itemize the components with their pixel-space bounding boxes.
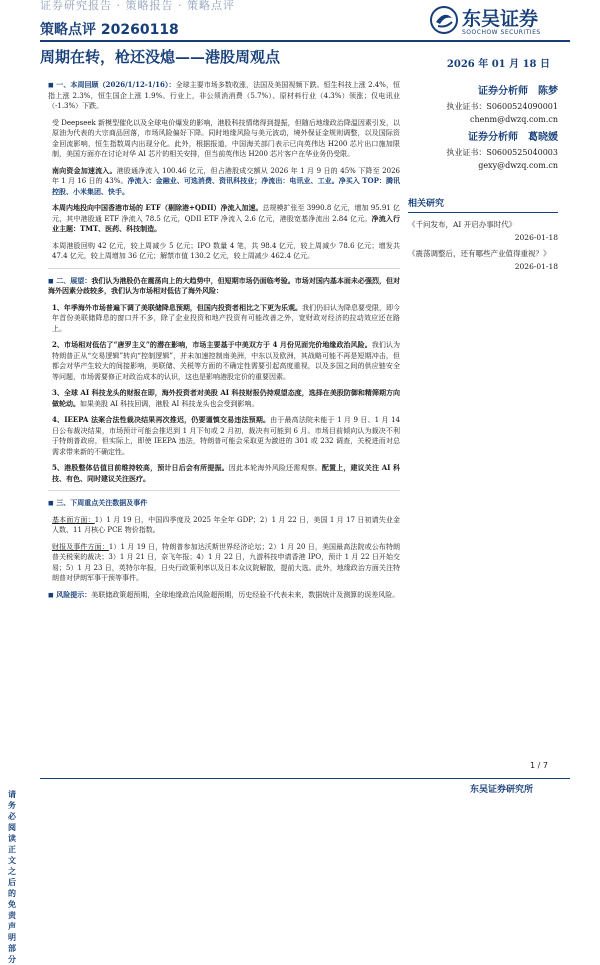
analyst-name: 证券分析师 陈梦 [478, 86, 558, 97]
report-tagline: 策略点评 20260118 [40, 22, 179, 38]
logo-mark-icon [430, 6, 458, 34]
related-research-date: 2026-01-18 [514, 262, 558, 271]
related-research-date: 2026-01-18 [514, 233, 558, 242]
company-logo [430, 2, 570, 42]
outlook-point-5: 5、港股整体估值目前维持较高，预计日后会有所提振。因此本轮海外风险还需观察。配置上，建议关注 AI 科技、有色、同时建议关注医疗。 [52, 463, 400, 483]
risk-paragraph: ◼ 风险提示：美联储政策超预期，全球地缘政治风险超预期，历史经验不代表未来，数据统计及测算的误差风险。 [48, 589, 400, 599]
report-body [48, 80, 400, 606]
related-research-divider [408, 212, 558, 213]
related-research-link[interactable]: 《千问发布，AI 开启办事时代》 [408, 220, 517, 229]
analyst-cert: 执业证书：S0600525040003 [446, 148, 558, 157]
events-paragraph: 财报及事件方面：1）1 月 19 日，特朗普参加达沃斯世界经济论坛；2）1 月 20 日，美国最高法院或公布特朗普关税案的裁决；3）1 月 21 日，奈飞年报；4）1 月 22 日，九游科技申请香港 IPO，预计 1 月 22 日开始交易；5）1 月 23 日，英特尔年报，日央行政策利率以及日本众议院解散，提前大选。此外，地缘政治方面关注特朗普对伊朗军事干预等事件。 [52, 542, 401, 582]
section-divider [48, 490, 400, 491]
section-divider [48, 268, 400, 269]
report-type-band: 证券研究报告 · 策略报告 · 策略点评 [40, 0, 235, 12]
outlook-point-1: 1、年季海外市场普遍下调了美联储降息预期，但国内投资者相比之下更为乐观。我们仍旧认为降息要受限，即今年首份美联储降息的窗口并不多，除了企业投资和地产投资有可能改善之外，宽财政对经济的拉动效应还在路上。 [52, 302, 401, 333]
analyst-block [408, 128, 558, 170]
header-divider [40, 40, 570, 42]
page-number: 1 / 7 [530, 761, 548, 770]
related-research-link[interactable]: 《震荡调整后，还有哪些产业值得重视？》 [408, 249, 551, 258]
buyback-ipo-paragraph: 本周港股回购 42 亿元，较上周减少 5 亿元；IPO 数量 4 笔，共 98.4 亿元，较上周减少 78.6 亿元；增发共 47.4 亿元，较上周增加 36 亿元；解禁市值 130.2 亿元，较上周减少 462.4 亿元。 [52, 241, 400, 260]
outlook-paragraph: ◼ 二、展望：我们认为港股仍在震荡向上的大趋势中，但短期市场仍面临考验。市场对国内基本面未必强烈，但对海外因素分歧较多，我们认为市场相对低估了海外风险： [48, 275, 401, 295]
footer-divider [40, 778, 570, 779]
analyst-email[interactable]: chenm@dwzq.com.cn [469, 115, 558, 124]
fundamentals-paragraph: 基本面方面：1）1 月 19 日，中国四季度及 2025 年全年 GDP；2）1 月 22 日，美国 1 月 17 日初请失业金人数、11 月核心 PCE 物价指数。 [52, 515, 400, 534]
report-title: 周期在转，枪还没熄——港股周观点 [40, 48, 281, 66]
context-paragraph: 受 Deepseek 新模型催化以及全球电价爆发的影响，港股科技情绪得到提振，但随后地缘政治降温因素引发，以原油为代表的大宗商品回落，市场风险偏好下降。同时地缘风险与美元波动，境外保证金规则调整，以及国际资金回流影响，恒生指数周内出现分化。此外，根据报道，中国海关部门表示已向英伟达 H200 芯片出口施加限制，美国方面亦在讨论对华 AI 芯片的相关安排，但当前英伟达 H200 芯片客户在华业务仍受限。 [52, 118, 400, 158]
sidebar [408, 80, 558, 277]
logo-en-text: SOOCHOW SECURITIES [462, 29, 541, 36]
report-date: 2026 年 01 月 18 日 [446, 59, 550, 70]
analyst-email[interactable]: gexy@dwzq.com.cn [478, 161, 558, 170]
related-research-heading: 相关研究 [408, 199, 445, 209]
outlook-point-2: 2、市场相对低估了“唐罗主义”的潜在影响，市场主要基于中美双方于 4 月份见面完价地缘政治风险。我们认为特朗普正从“交易逻辑”转向“控制逻辑”，并未加速控制南美洲，中东以及欧洲，其战略可能不再是短期冲击，但都会对华产生较大的间接影响，美联储、关税等方面的不确定性需要引起高度重视，以及多国之间的供应链安全等问题，市场需要修正对政治成本的认识，这也是影响港股定价的重要因素。 [52, 340, 400, 381]
weekly-review-paragraph: ◼ 一、本周回顾（2026/1/12-1/16）：全球主要市场多数收涨，法国及美国视频下跌。恒生科技上涨 2.4%，恒指上涨 2.3%，恒生国企上涨 1.9%。行业上，非公须消消费（5.7%）、原材料行业（4.3%）领涨；仅电讯业（-1.3%）下跌。 [48, 80, 400, 110]
southbound-paragraph: 南向资金加速流入。港股通净流入 100.46 亿元，但占港股成交额从 2026 年 1 月 9 日的 45% 下降至 2026 年 1 月 16 日的 43%。净流入：金融业、可选消费、资讯科技业；净流出：电讯业、工业。净买入 TOP：腾讯控股、小米集团、快手。 [52, 165, 400, 196]
footer-company: 东吴证券研究所 [470, 785, 534, 795]
logo-cn-text: 东吴证券 [462, 8, 539, 30]
etf-paragraph: 本周内地投向中国香港市场的 ETF（剔除港+QDII）净流入加速。总规模扩张至 3990.8 亿元，增加 95.91 亿元，其中港股通 ETF 净流入 78.5 亿元，QDII ETF 净流入 2.6 亿元，港股宽基净流出 2.84 亿元。净流入行业主题：TMT、医药、科技制造。 [52, 203, 400, 233]
analyst-cert: 执业证书：S0600524090001 [446, 102, 558, 111]
outlook-point-3: 3、全球 AI 科技龙头的财报在即，海外投资者对美股 AI 科技财报仍持观望态度，选择在美股防御和精筛期方向做轮动。如果美股 AI 科技回调，港股 AI 科技龙头也会受到影响。 [52, 388, 400, 408]
analyst-name: 证券分析师 葛晓媛 [468, 132, 558, 143]
events-heading: ◼ 三、下周重点关注数据及事件 [48, 498, 148, 507]
outlook-point-4: 4、IEEPA 法案合法性裁决结果再次推迟，仍要谨慎交易违法预期。由于最高法院未能于 1 月 9 日、1 月 14 日公布裁决结果，市场预计可能会推迟到 1 月下旬或 2 月初，裁决有可能到 6 月。市场目前倾向认为裁决不利于特朗普政府，但实际上，即使 IEEPA 违法，特朗普可能会采取更为激进的 301 或 232 调查，关税进而对总需求带来新的不确定性。 [52, 415, 400, 456]
analyst-block [408, 82, 558, 124]
